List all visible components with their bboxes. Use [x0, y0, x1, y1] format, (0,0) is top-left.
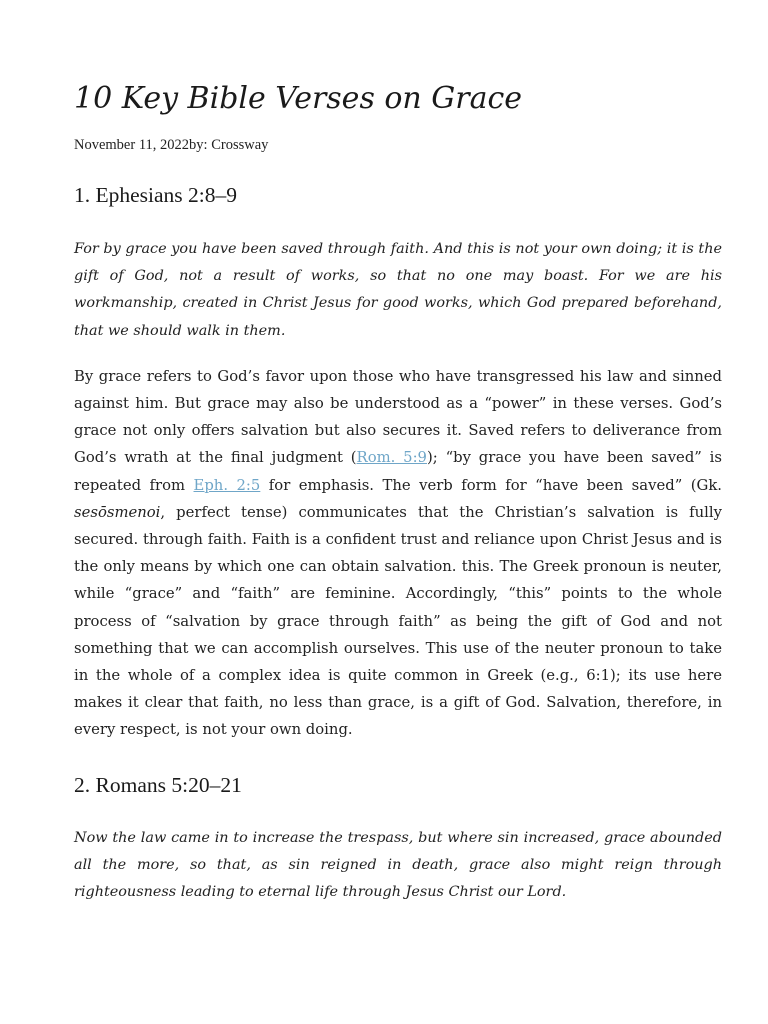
section-heading: 2. Romans 5:20–21: [74, 772, 242, 797]
section-romans: [74, 771, 722, 907]
scripture-link-eph-2-5[interactable]: Eph. 2:5: [193, 476, 261, 494]
scripture-link-rom-5-9[interactable]: Rom. 5:9: [356, 449, 427, 467]
commentary-paragraph: [74, 363, 722, 744]
article-title: 10 Key Bible Verses on Grace: [74, 81, 523, 116]
greek-term: sesōsmenoi: [74, 503, 161, 521]
article: [74, 0, 722, 906]
section-ephesians: [74, 181, 722, 744]
verse-quote: For by grace you have been saved through faith. And this is not your own doing; it is the gift of God, not a result of works, so that no one may boast. For we are his workmanship, created in Christ Jesus for good works, which God prepared beforehand, that we should walk in them.: [74, 241, 722, 339]
commentary-text: , perfect tense) communicates that the Christian’s salvation is fully secured. through faith. Faith is a confident trust and reliance upon Christ Jesus and is the only means by which one can obtain salvation. this. The Greek pronoun is neuter, while “grace” and “faith” are feminine. Accordingly, “this” points to the whole process of “salvation by grace through faith” as being the gift of God and not something that we can accomplish ourselves. This use of the neuter pronoun to take in the whole of a complex idea is quite common in Greek (e.g., 6:1); its use here makes it clear that faith, no less than grace, is a gift of God. Salvation, therefore, in every respect, is not your own doing.: [74, 503, 722, 739]
verse-quote: Now the law came in to increase the trespass, but where sin increased, grace abounded all the more, so that, as sin reigned in death, grace also might reign through righteousness leading to eternal life through Jesus Christ our Lord.: [74, 829, 722, 901]
commentary-text: for emphasis. The verb form for “have been saved” (Gk.: [260, 476, 723, 494]
commentary-text: By grace refers to God’s favor upon those who have transgressed his law and sinned against him. But grace may also be understood as a “power” in these verses. God’s grace not only offers salvation but also secures it. Saved refers to deliverance from God’s wrath at the final judgment (: [74, 367, 722, 467]
commentary-text: ); “by grace you have been saved” is repeated from: [74, 449, 723, 494]
article-meta: November 11, 2022by: Crossway: [74, 137, 269, 153]
section-heading: 1. Ephesians 2:8–9: [74, 183, 238, 207]
